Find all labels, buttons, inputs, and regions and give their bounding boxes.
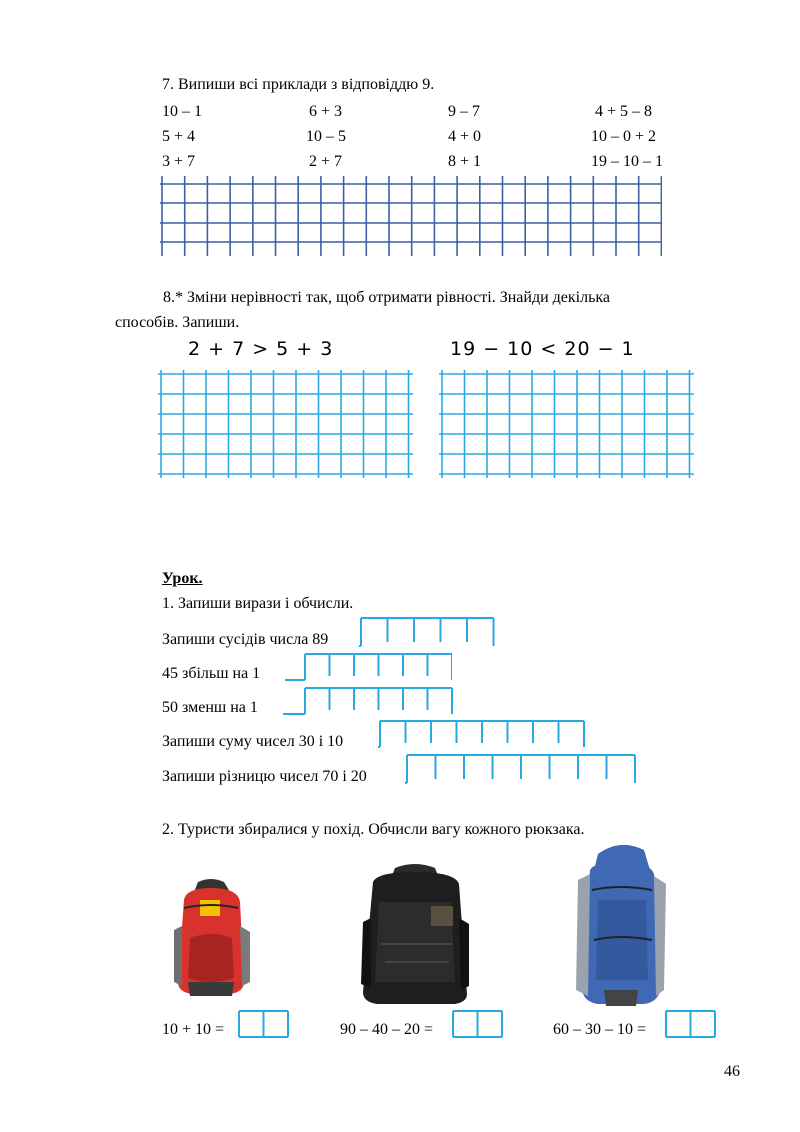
answer-cells-sum[interactable]	[378, 719, 586, 749]
answer-cells-backpack-2[interactable]	[452, 1010, 504, 1038]
task8-left-grid[interactable]	[158, 370, 413, 478]
example: 10 – 0 + 2	[591, 128, 657, 145]
page-number: 46	[724, 1063, 740, 1080]
example: 5 + 4	[162, 128, 196, 145]
task1-item-increase: 45 збільш на 1	[162, 665, 261, 682]
task8-text	[115, 289, 743, 307]
blue-backpack-image	[568, 840, 672, 1008]
red-backpack-image	[170, 878, 252, 1000]
task1-title: 1. Запиши вирази і обчисли.	[162, 595, 354, 612]
answer-cells-backpack-1[interactable]	[238, 1010, 290, 1038]
example: 2 + 7	[309, 153, 343, 170]
example: 9 – 7	[448, 103, 480, 120]
task1-item-sum: Запиши суму чисел 30 і 10	[162, 733, 344, 750]
example: 3 + 7	[162, 153, 196, 170]
task7-answer-grid[interactable]	[160, 176, 662, 256]
backpack-3-expression: 60 – 30 – 10 =	[553, 1021, 647, 1038]
example: 8 + 1	[448, 153, 482, 170]
answer-cells-neighbors[interactable]	[359, 616, 496, 648]
example: 4 + 5 – 8	[595, 103, 653, 120]
task8-line1: 8.* Зміни нерівності так, щоб отримати рівності. Знайди декілька	[163, 289, 611, 306]
backpack-1-expression: 10 + 10 =	[162, 1021, 225, 1038]
example: 10 – 5	[306, 128, 346, 145]
black-backpack-image	[355, 862, 475, 1006]
inequality-left: 2 + 7 > 5 + 3	[188, 338, 334, 360]
inequality-right: 19 − 10 < 20 − 1	[450, 338, 635, 360]
example: 6 + 3	[309, 103, 343, 120]
task7-title: 7. Випиши всі приклади з відповіддю 9.	[162, 76, 435, 93]
example: 19 – 10 – 1	[591, 153, 663, 170]
task1-item-decrease: 50 зменш на 1	[162, 699, 258, 716]
answer-cells-increase[interactable]	[285, 652, 452, 682]
task2-title: 2. Туристи збиралися у похід. Обчисли вагу кожного рюкзака.	[162, 821, 585, 838]
task1-item-difference: Запиши різницю чисел 70 і 20	[162, 768, 367, 785]
task8-line2: способів. Запиши.	[115, 314, 240, 331]
example: 10 – 1	[162, 103, 202, 120]
answer-cells-decrease[interactable]	[283, 686, 453, 716]
example: 4 + 0	[448, 128, 482, 145]
lesson-heading: Урок.	[162, 570, 203, 587]
answer-cells-difference[interactable]	[405, 753, 638, 785]
answer-cells-backpack-3[interactable]	[665, 1010, 717, 1038]
backpack-2-expression: 90 – 40 – 20 =	[340, 1021, 434, 1038]
task8-right-grid[interactable]	[439, 370, 694, 478]
task1-item-neighbors: Запиши сусідів числа 89	[162, 631, 329, 648]
